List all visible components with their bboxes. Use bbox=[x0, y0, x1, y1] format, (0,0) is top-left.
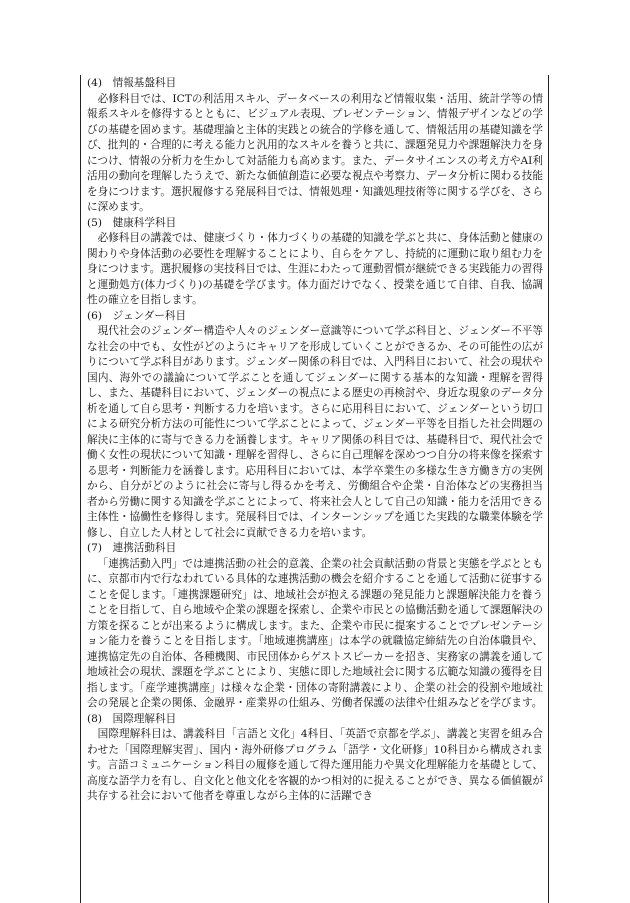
section-heading: (7) 連携活動科目 bbox=[87, 542, 177, 554]
document-body bbox=[87, 76, 543, 805]
section-international-understanding bbox=[87, 712, 543, 805]
section-paragraph: 国際理解科目は、講義科目「言語と文化」4科目、「英語で京都を学ぶ」、講義と実習を組み合わせた「国際理解実習」、国内・海外研修プログラム「語学・文化研修」10科目から構成されます。言語コミュニケーション科目の履修を通して得た運用能力や異文化理解能力を基礎として、高度な語学力を有し、自文化と他文化を客観的かつ相対的に捉えることができ、異なる価値観が共存する社会において他者を尊重しながら主体的に活躍でき bbox=[87, 728, 543, 802]
section-paragraph: 必修科目では、ICTの利活用スキル、データベースの利用など情報収集・活用、統計学等の情報系スキルを修得するとともに、ビジュアル表現、プレゼンテーション、情報デザインなどの学びの基礎を固めます。基礎理論と主体的実践との統合的学修を通して、情報活用の基礎知識を学び、批判的・合理的に考える能力と汎用的なスキルを養うと共に、課題発見力や課題解決力を身につけ、情報の分析力を生かして対話能力も高めます。また、データサイエンスの考え方やAI利活用の動向を理解したうえで、新たな価値創造に必要な視点や考察力、データ分析に関わる技能を身につけます。選択履修する発展科目では、情報処理・知識処理技術等に関する学びを、さらに深めます。 bbox=[87, 92, 543, 213]
section-gender bbox=[87, 309, 543, 542]
section-collaboration-activities bbox=[87, 541, 543, 712]
section-paragraph: 「連携活動入門」では連携活動の社会的意義、企業の社会貢献活動の背景と実態を学ぶとともに、京都市内で行なわれている具体的な連携活動の機会を紹介することを通して活動に従事することを促します。「連携課題研究」は、地域社会が抱える課題の発見能力と課題解決能力を養うことを目指して、自ら地域や企業の課題を探索し、企業や市民との協働活動を通して課題解決の方策を探ることが出来るように構成します。また、企業や市民に提案することでプレゼンテーション能力を養うことを目指します。「地域連携講座」は本学の就職協定締結先の自治体職員や、連携協定先の自治体、各種機関、市民団体からゲストスピーカーを招き、実務家の講義を通して地域社会の現状、課題を学ぶことにより、実態に即した地域社会に関する広範な知識の獲得を目指します。「産学連携講座」は様々な企業・団体の寄附講義により、企業の社会的役割や地域社会の発展と企業の関係、金融界・産業界の仕組み、労働者保護の法律や仕組みなどを学びます。 bbox=[87, 557, 543, 709]
section-paragraph: 現代社会のジェンダー構造や人々のジェンダー意識等について学ぶ科目と、ジェンダー不平等な社会の中でも、女性がどのようにキャリアを形成していくことができるか、その可能性の広がりについて学ぶ科目があります。ジェンダー関係の科目では、入門科目において、社会の現状や国内、海外での議論について学ぶことを通してジェンダーに関する基本的な知識・理解を習得し、また、基礎科目において、ジェンダーの視点による歴史の再検討や、身近な現象のデータ分析を通して自ら思考・判断する力を培います。さらに応用科目において、ジェンダーという切口による研究分析方法の可能性について学ぶことによって、ジェンダー平等を目指した社会問題の解決に主体的に寄与できる力を涵養します。キャリア関係の科目では、基礎科目で、現代社会で働く女性の現状について知識・理解を習得し、さらに自己理解を深めつつ自分の将来像を探索する思考・判断能力を涵養します。応用科目においては、本学卒業生の多様な生き方働き方の実例から、自分がどのように社会に寄与し得るかを考え、労働組合や企業・自治体などの実務担当者から労働に関する知識を学ぶことによって、将来社会人として自己の知識・能力を活用できる主体性・協働性を修得します。発展科目では、インターンシップを通じた実践的な職業体験を学修し、自立した人材として社会に貢献できる力を培います。 bbox=[87, 325, 543, 539]
section-health-science bbox=[87, 216, 543, 309]
section-paragraph: 必修科目の講義では、健康づくり・体力づくりの基礎的知識を学ぶと共に、身体活動と健康の関わりや身体活動の必要性を理解することにより、自らをケアし、持続的に運動に取り組む力を身につけます。選択履修の実技科目では、生涯にわたって運動習慣が継続できる実践能力の習得と運動処方(体力づくり)の基礎を学びます。体力面だけでなく、授業を通じて自律、自我、協調性の確立を目指します。 bbox=[87, 232, 543, 306]
section-heading: (5) 健康科学科目 bbox=[87, 216, 177, 229]
section-heading: (4) 情報基盤科目 bbox=[87, 77, 177, 89]
section-information-foundation bbox=[87, 76, 543, 216]
section-heading: (6) ジェンダー科目 bbox=[87, 309, 187, 322]
section-heading: (8) 国際理解科目 bbox=[87, 712, 177, 725]
